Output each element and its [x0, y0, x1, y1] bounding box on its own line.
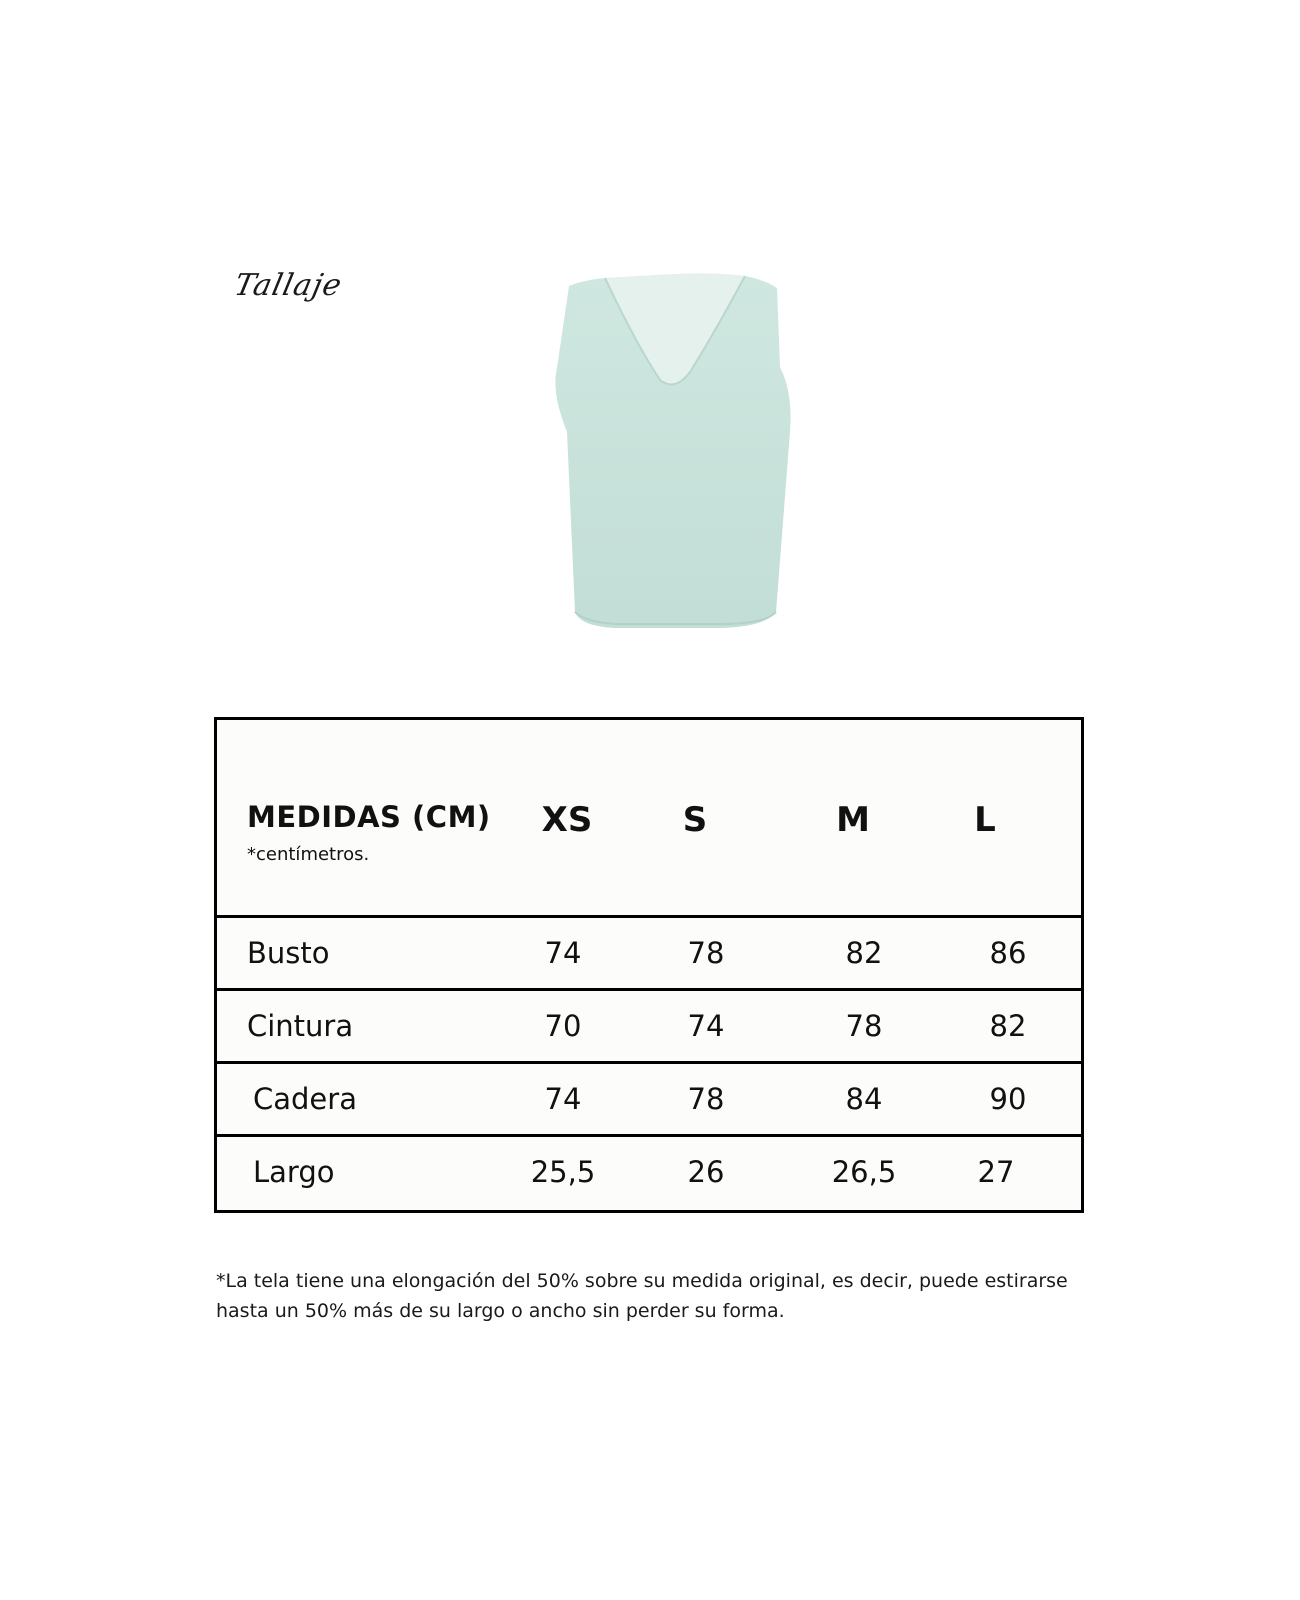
table-cell: 84 [845, 1082, 883, 1116]
table-cell: 78 [687, 1082, 725, 1116]
measurements-heading: MEDIDAS (CM) [247, 800, 491, 834]
row-label-busto: Busto [247, 936, 330, 970]
units-note: *centímetros. [247, 844, 370, 865]
table-cell: 82 [989, 1009, 1027, 1043]
size-header-l: L [974, 800, 996, 840]
table-cell: 26 [687, 1155, 725, 1189]
table-row [217, 1064, 1081, 1137]
table-header-row [217, 720, 1081, 918]
table-row [217, 918, 1081, 991]
table-cell: 82 [845, 936, 883, 970]
table-cell: 90 [989, 1082, 1027, 1116]
table-cell: 78 [845, 1009, 883, 1043]
page-title: Tallaje [231, 268, 346, 303]
table-cell: 74 [687, 1009, 725, 1043]
footnote-line-2: hasta un 50% más de su largo o ancho sin perder su forma. [216, 1300, 785, 1322]
size-chart-table [214, 717, 1084, 1213]
table-cell: 86 [989, 936, 1027, 970]
size-header-s: S [682, 800, 708, 840]
row-label-cadera: Cadera [253, 1082, 357, 1116]
table-cell: 70 [544, 1009, 582, 1043]
table-cell: 27 [977, 1155, 1015, 1189]
tank-top-icon [555, 272, 805, 642]
table-row [217, 991, 1081, 1064]
row-label-cintura: Cintura [247, 1009, 354, 1043]
row-label-largo: Largo [253, 1155, 335, 1189]
table-cell: 25,5 [530, 1155, 596, 1189]
table-cell: 78 [687, 936, 725, 970]
table-cell: 74 [544, 936, 582, 970]
size-header-m: M [836, 800, 870, 840]
fabric-stretch-footnote [216, 1266, 1096, 1326]
table-cell: 26,5 [831, 1155, 897, 1189]
size-header-xs: XS [541, 800, 593, 840]
table-row [217, 1137, 1081, 1210]
table-cell: 74 [544, 1082, 582, 1116]
footnote-line-1: *La tela tiene una elongación del 50% sobre su medida original, es decir, puede estirarse [216, 1270, 1068, 1292]
